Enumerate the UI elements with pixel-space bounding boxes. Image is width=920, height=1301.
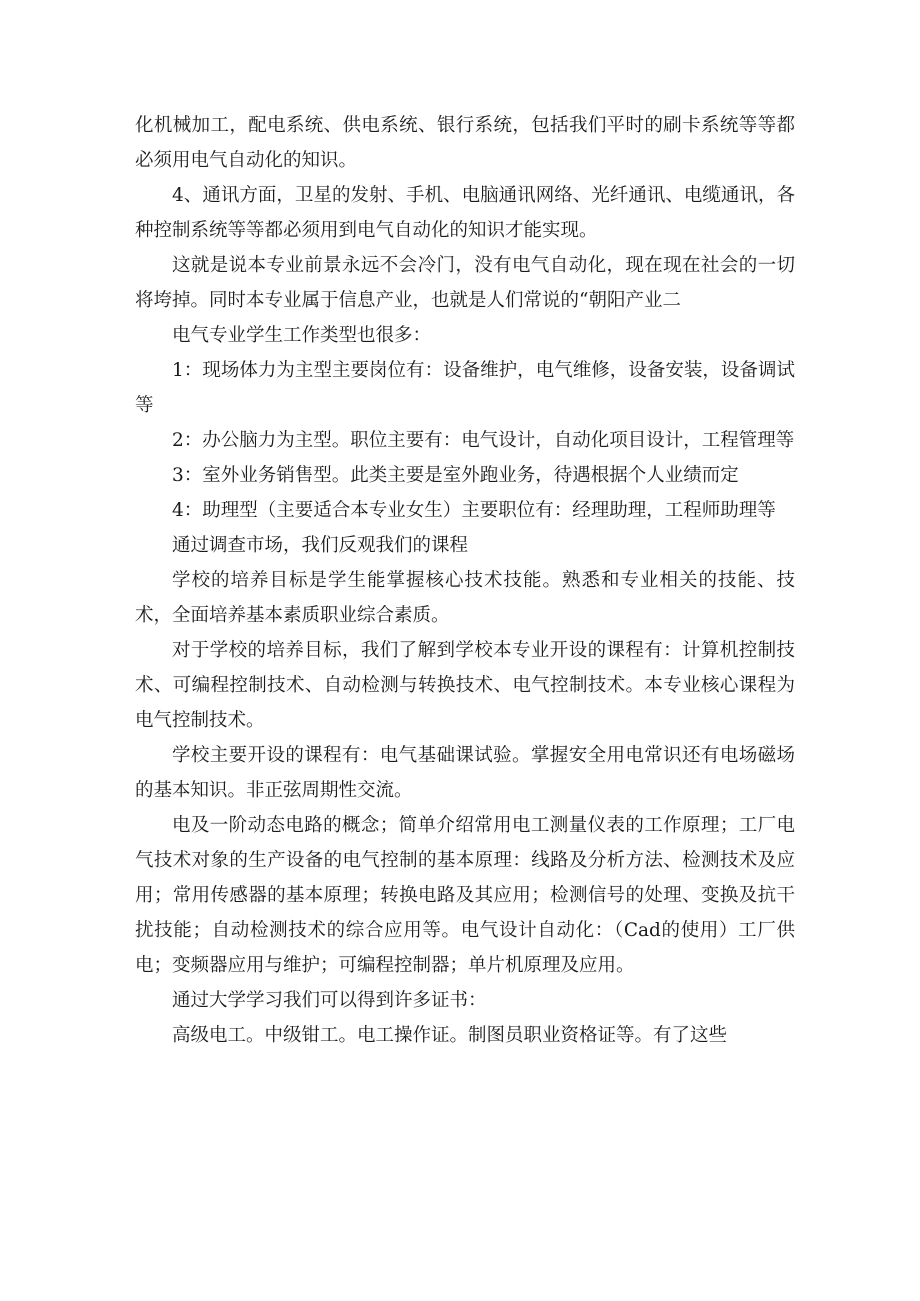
- paragraph-13: 电及一阶动态电路的概念；简单介绍常用电工测量仪表的工作原理；工厂电气技术对象的生产设备的电气控制的基本原理：线路及分析方法、检测技术及应用；常用传感器的基本原理；转换电路及其应用；检测信号的处理、变换及抗干扰技能；自动检测技术的综合应用等。电气设计自动化：（Cad的使用）工厂供电；变频器应用与维护；可编程控制器；单片机原理及应用。: [135, 815, 795, 976]
- paragraph-8: 4：助理型（主要适合本专业女生）主要职位有：经理助理，工程师助理等: [172, 500, 776, 521]
- paragraph-4: 电气专业学生工作类型也很多：: [172, 325, 432, 346]
- paragraph-14: 通过大学学习我们可以得到许多证书：: [172, 990, 487, 1011]
- paragraph-6: 2：办公脑力为主型。职位主要有：电气设计，自动化项目设计，工程管理等: [172, 430, 795, 451]
- paragraph-9: 通过调查市场，我们反观我们的课程: [172, 535, 469, 556]
- paragraph-2: 4、通讯方面，卫星的发射、手机、电脑通讯网络、光纤通讯、电缆通讯，各种控制系统等等都必须用到电气自动化的知识才能实现。: [135, 185, 795, 241]
- paragraph-15: 高级电工。中级钳工。电工操作证。制图员职业资格证等。有了这些: [172, 1025, 728, 1046]
- document-page: [135, 108, 795, 1053]
- paragraph-1: 化机械加工，配电系统、供电系统、银行系统，包括我们平时的刷卡系统等等都必须用电气自动化的知识。: [135, 115, 795, 171]
- paragraph-3: 这就是说本专业前景永远不会冷门，没有电气自动化，现在现在社会的一切将垮掉。同时本专业属于信息产业，也就是人们常说的“朝阳产业二: [135, 255, 795, 311]
- paragraph-7: 3：室外业务销售型。此类主要是室外跑业务，待遇根据个人业绩而定: [172, 465, 739, 486]
- paragraph-5: 1：现场体力为主型主要岗位有：设备维护，电气维修，设备安装，设备调试等: [135, 360, 795, 416]
- paragraph-11: 对于学校的培养目标，我们了解到学校本专业开设的课程有：计算机控制技术、可编程控制技术、自动检测与转换技术、电气控制技术。本专业核心课程为电气控制技术。: [135, 640, 795, 731]
- paragraph-12: 学校主要开设的课程有：电气基础课试验。掌握安全用电常识还有电场磁场的基本知识。非正弦周期性交流。: [135, 745, 795, 801]
- paragraph-10: 学校的培养目标是学生能掌握核心技术技能。熟悉和专业相关的技能、技术，全面培养基本素质职业综合素质。: [135, 570, 795, 626]
